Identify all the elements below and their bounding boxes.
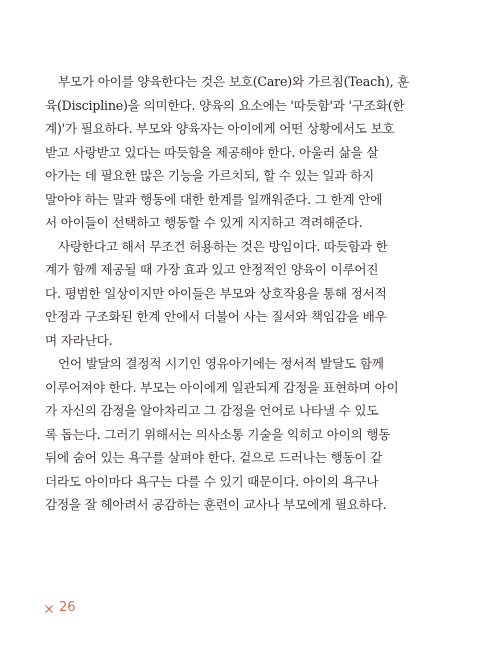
folio-ornament-icon [44,603,54,613]
text-line: 말아야 하는 말과 행동에 대한 한계를 일깨워준다. 그 한계 안에 [45,191,383,207]
text-line: 언어 발달의 결정적 시기인 영유아기에는 정서적 발달도 함께 [58,356,384,371]
text-line: 감정을 잘 헤아려서 공감하는 훈련이 교사나 부모에게 필요하다. [45,497,387,512]
text-line: 더라도 아이마다 욕구는 다를 수 있기 때문이다. 아이의 욕구나 [45,473,379,489]
text-line: 안정과 구조화된 한계 안에서 더불어 사는 질서와 책임감을 배우 [45,309,387,324]
text-line: 아가는 데 필요한 많은 기능을 가르치되, 할 수 있는 일과 하지 [45,168,375,183]
text-line: 계)'가 필요하다. 부모와 양육자는 아이에게 어떤 상황에서도 보호 [45,121,395,136]
text-line: 계가 함께 제공될 때 가장 효과 있고 안정적인 양육이 이루어진 [45,262,379,277]
text-line: 록 돕는다. 그러기 위해서는 의사소통 기술을 익히고 아이의 행동 [45,426,391,442]
page-footer [44,600,76,615]
text-line: 사랑한다고 해서 무조건 허용하는 것은 방임이다. 따듯함과 한 [58,238,388,254]
body-text [45,70,457,517]
text-line: 육(Discipline)을 의미한다. 양육의 요소에는 '따듯함'과 '구조화(한 [45,97,405,113]
text-line: 받고 사랑받고 있다는 따듯함을 제공해야 한다. 아울러 삶을 살 [45,144,379,160]
text-line: 며 자라난다. [45,332,113,348]
text-line: 서 아이들이 선택하고 행동할 수 있게 지지하고 격려해준다. [45,215,363,230]
text-line: 가 자신의 감정을 알아차리고 그 감정을 언어로 나타낼 수 있도 [45,403,379,418]
text-line: 뒤에 숨어 있는 욕구를 살펴야 한다. 겉으로 드러나는 행동이 같 [45,450,383,465]
text-line: 다. 평범한 일상이지만 아이들은 부모와 상호작용을 통해 정서적 [45,285,387,301]
text-line: 이루어져야 한다. 부모는 아이에게 일관되게 감정을 표현하며 아이 [45,379,399,395]
text-line: 부모가 아이를 양육한다는 것은 보호(Care)와 가르침(Teach), 훈 [58,74,410,89]
page-number: 26 [59,600,76,615]
